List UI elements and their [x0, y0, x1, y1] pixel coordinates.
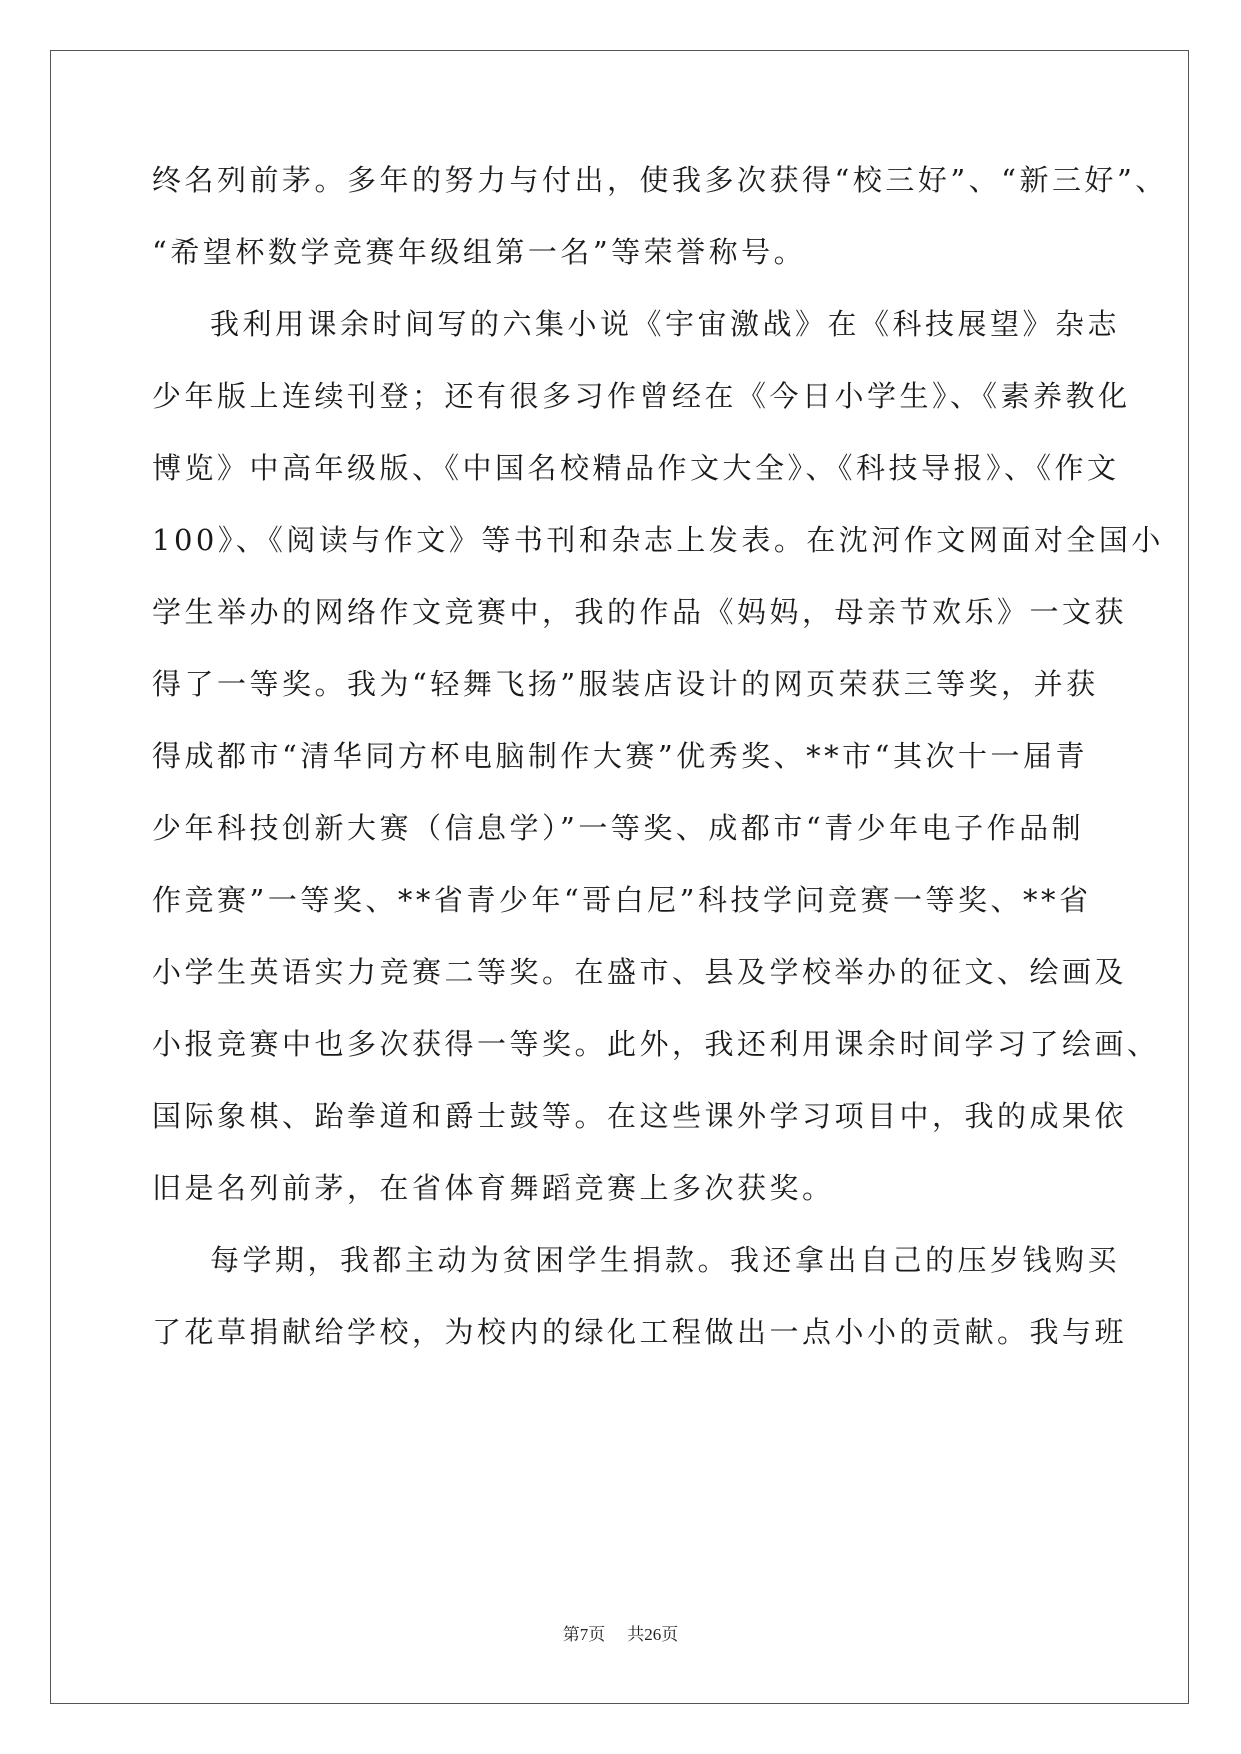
text-line: 得成都市“清华同方杯电脑制作大赛”优秀奖、**市“其次十一届青 — [152, 739, 1088, 773]
text-line: 100》、《阅读与作文》等书刊和杂志上发表。在沈河作文网面对全国小 — [152, 523, 1164, 557]
text-line: 博览》中高年级版、《中国名校精品作文大全》、《科技导报》、《作文 — [152, 451, 1120, 485]
text-line: 少年科技创新大赛（信息学）”一等奖、成都市“青少年电子作品制 — [152, 811, 1085, 845]
page-border — [50, 50, 1189, 1704]
text-line: 少年版上连续刊登；还有很多习作曾经在《今日小学生》、《素养教化 — [152, 379, 1131, 413]
text-line: 小学生英语实力竞赛二等奖。在盛市、县及学校举办的征文、绘画及 — [152, 955, 1128, 989]
text-line: 了花草捐献给学校，为校内的绿化工程做出一点小小的贡献。我与班 — [152, 1315, 1128, 1349]
text-line: 国际象棋、跆拳道和爵士鼓等。在这些课外学习项目中，我的成果依 — [152, 1099, 1128, 1133]
paragraph-start-line: 我利用课余时间写的六集小说《宇宙激战》在《科技展望》杂志 — [210, 307, 1121, 341]
text-line: 小报竞赛中也多次获得一等奖。此外，我还利用课余时间学习了绘画、 — [152, 1027, 1160, 1061]
text-line: “希望杯数学竞赛年级组第一名”等荣誉称号。 — [152, 235, 807, 269]
text-line: 学生举办的网络作文竞赛中，我的作品《妈妈，母亲节欢乐》一文获 — [152, 595, 1128, 629]
page-number: 第7页 — [562, 1625, 606, 1644]
text-line: 旧是名列前茅，在省体育舞蹈竞赛上多次获奖。 — [152, 1171, 835, 1205]
text-line: 作竞赛”一等奖、**省青少年“哥白尼”科技学问竞赛一等奖、**省 — [152, 883, 1092, 917]
paragraph-start-line: 每学期，我都主动为贫困学生捐款。我还拿出自己的压岁钱购买 — [210, 1243, 1121, 1277]
page-total: 共26页 — [627, 1625, 679, 1644]
page-footer — [0, 1620, 1241, 1645]
text-line: 得了一等奖。我为“轻舞飞扬”服装店设计的网页荣获三等奖，并获 — [152, 667, 1099, 701]
text-line: 终名列前茅。多年的努力与付出，使我多次获得“校三好”、“新三好”、 — [152, 163, 1168, 197]
